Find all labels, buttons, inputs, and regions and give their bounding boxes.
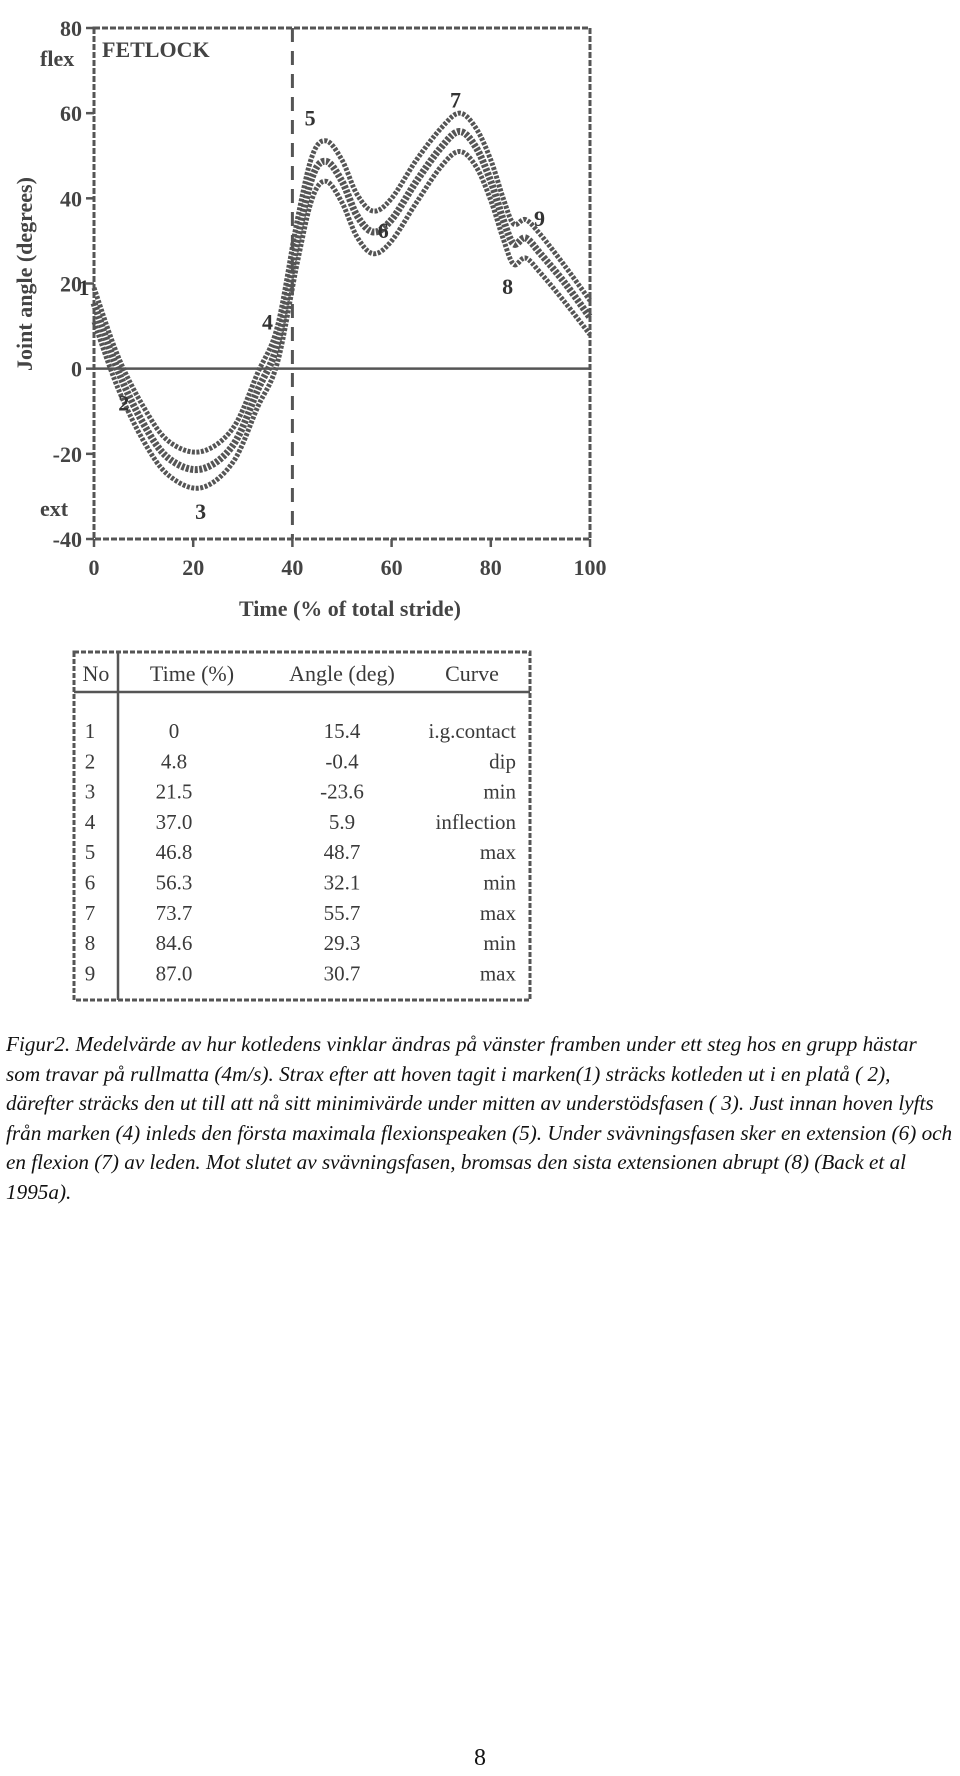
y-tick-label: 40 (60, 186, 82, 212)
table-cell: 21.5 (155, 779, 193, 804)
table-cell: 32.1 (323, 870, 361, 895)
point-marker-2: 2 (118, 390, 130, 416)
x-tick-label: 20 (182, 555, 205, 580)
stride-table (74, 652, 530, 1000)
y-tick-label: 60 (60, 101, 82, 127)
figure-caption: Figur2. Medelvärde av hur kotledens vinklar ändras på vänster framben under ett steg hos en grupp hästar som travar på rullmatta (4m/s). Strax efter att hoven tagit i marken(1) sträcks kotleden ut i en platå ( 2), därefter sträcks den ut till att nå sitt minimivärde under mitten av understödsfasen ( 3). Just innan hoven lyfts från marken (4) inleds den första maximala flexionspeaken (5). Under svävningsfasen sker en extension (6) och en flexion (7) av leden. Mot slutet av svävningsfasen, bromsas den sista extensionen abrupt (8) (Back et al 1995a). (6, 1032, 953, 1204)
series-line-3 (94, 151, 590, 488)
table-cell: 87.0 (155, 961, 193, 986)
x-tick-label: 60 (380, 555, 403, 580)
table-cell: 55.7 (323, 900, 361, 925)
panel-label: FETLOCK (102, 37, 210, 62)
point-marker-5: 5 (304, 105, 316, 131)
table-cell: i.g.contact (428, 719, 516, 743)
table-cell: 56.3 (155, 870, 193, 895)
page-number: 8 (474, 1745, 486, 1771)
table-cell: 9 (84, 961, 96, 986)
table-cell: max (479, 840, 516, 865)
table-cell: 73.7 (155, 900, 193, 925)
table-cell: 3 (84, 779, 96, 804)
table-cell: inflection (435, 809, 516, 834)
table-cell: 7 (84, 900, 96, 925)
x-axis-title: Time (% of total stride) (239, 596, 461, 621)
point-marker-8: 8 (502, 273, 514, 299)
table-header-cell: Angle (deg) (289, 661, 395, 686)
x-tick-label: 80 (479, 555, 502, 580)
y-tick-label: 0 (71, 356, 82, 382)
table-cell: 8 (84, 931, 96, 956)
table-header-cell: Time (%) (149, 661, 235, 686)
y-tick-label: -20 (52, 441, 82, 467)
table-cell: -23.6 (320, 779, 364, 804)
fetlock-figure (4, 4, 612, 1016)
point-marker-9: 9 (534, 205, 546, 231)
point-marker-3: 3 (195, 499, 207, 525)
table-cell: 29.3 (323, 931, 361, 956)
series-line-2 (94, 113, 590, 452)
table-cell: max (479, 900, 516, 925)
point-marker-6: 6 (377, 217, 389, 243)
figure-canvas (4, 4, 612, 1016)
x-tick-label: 100 (573, 555, 607, 580)
table-cell: 1 (84, 719, 96, 743)
table-cell: min (483, 931, 516, 956)
table-cell: 5 (84, 840, 96, 865)
fetlock-chart (12, 16, 607, 621)
table-header-cell: No (82, 661, 110, 686)
y-tick-label: 80 (60, 16, 82, 41)
table-cell: 37.0 (155, 809, 193, 834)
table-cell: max (479, 961, 516, 986)
table-cell: min (483, 870, 516, 895)
table-cell: 6 (84, 870, 96, 895)
y-axis-title: Joint angle (degrees) (12, 177, 37, 371)
point-marker-4: 4 (262, 309, 274, 335)
table-cell: -0.4 (325, 749, 359, 774)
series-line-1 (94, 131, 590, 469)
y-tick-label: 20 (60, 271, 82, 297)
y-end-label-top: flex (40, 46, 75, 71)
table-cell: dip (489, 749, 516, 774)
table-cell: 0 (168, 719, 180, 743)
table-cell: 15.4 (323, 719, 361, 743)
table-cell: 46.8 (155, 840, 193, 865)
table-cell: 5.9 (328, 809, 356, 834)
table-cell: 48.7 (323, 840, 361, 865)
point-marker-7: 7 (450, 87, 462, 113)
x-tick-label: 40 (281, 555, 304, 580)
table-cell: 4 (84, 809, 96, 834)
table-cell: 84.6 (155, 931, 193, 956)
table-cell: 4.8 (160, 749, 188, 774)
y-end-label-bottom: ext (40, 496, 69, 521)
table-cell: 30.7 (323, 961, 361, 986)
point-marker-1: 1 (78, 275, 90, 301)
y-tick-label: -40 (52, 527, 82, 552)
table-cell: min (483, 779, 516, 804)
x-tick-label: 0 (88, 555, 100, 580)
table-cell: 2 (84, 749, 96, 774)
table-header-cell: Curve (445, 661, 499, 686)
